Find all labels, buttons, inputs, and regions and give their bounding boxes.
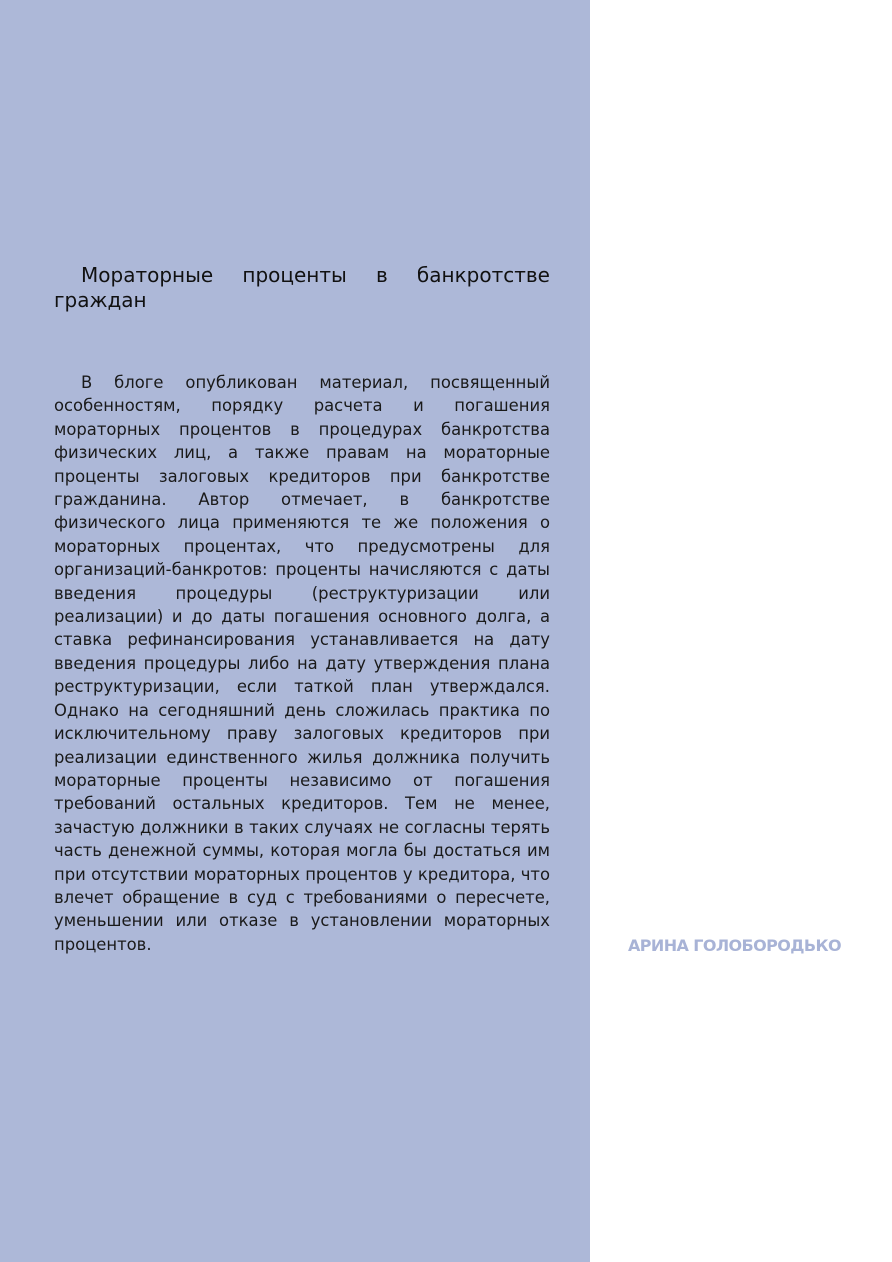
article-body: В блоге опубликован материал, посвященный особенностям, порядку расчета и погашения мораторных процентов в процедурах банкротства физических лиц, а также правам на мораторные проценты залоговых кредиторов при банкротстве гражданина. Автор отмечает, в банкротстве физического лица применяются те же положения о мораторных процентах, что предусмотрены для организаций-банкротов: проценты начисляются с даты введения процедуры (реструктуризации или реализации) и до даты погашения основного долга, а ставка рефинансирования устанавливается на дату введения процедуры либо на дату утверждения плана реструктуризации, если таткой план утверждался. Однако на сегодняшний день сложилась практика по исключительному праву залоговых кредиторов при реализации единственного жилья должника получить мораторные проценты независимо от погашения требований остальных кредиторов. Тем не менее, зачастую должники в таких случаях не согласны терять часть денежной суммы, которая могла бы достаться им при отсутствии мораторных процентов у кредитора, что влечет обращение в суд с требованиями о пересчете, уменьшении или отказе в установлении мораторных процентов. <box>54 373 550 954</box>
author-name: АРИНА ГОЛОБОРОДЬКО <box>628 936 841 955</box>
article-title: Мораторные проценты в банкротстве граждан <box>54 263 550 312</box>
